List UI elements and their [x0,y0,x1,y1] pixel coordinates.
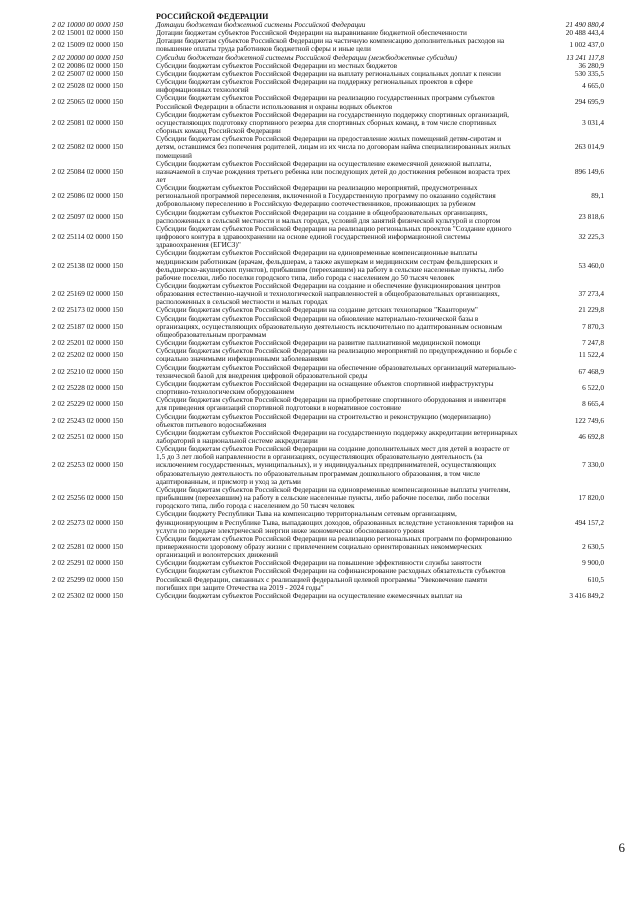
budget-code-cell: 2 02 15009 02 0000 150 [52,40,124,50]
amount-cell: 2 630,5 [582,542,604,551]
budget-code-cell: 2 02 25097 02 0000 150 [52,211,124,221]
amount-cell: 294 695,9 [574,97,604,107]
budget-code-cell: 2 02 25084 02 0000 150 [52,166,124,176]
amount-cell: 23 818,6 [578,211,604,221]
amount-cell: 122 749,6 [574,415,604,425]
description-cell: Субсидии бюджетам субъектов Российской Федерации на создание детских технопарков "Кванториум" [156,305,478,315]
amount-cell: 4 665,0 [582,81,604,91]
amount-cell: 896 149,6 [574,166,604,176]
amount-cell: 9 900,0 [582,558,604,568]
amount-cell: 7 870,3 [582,321,604,331]
table-row [52,184,604,208]
amount-cell: 1 002 437,0 [569,40,604,50]
budget-code-cell: 2 02 25114 02 0000 150 [52,232,123,242]
description-cell: Субсидии бюджету Республики Тыва на компенсацию территориальным сетевым организациям, функционирующим в Республике Тыва, выпадающих доходов, образованных вследствие установления тарифов на услуги по передаче электрической энергии ниже экономически обоснованного уровня [156,509,514,535]
description-cell: Субсидии бюджетам субъектов Российской Федерации на предоставление жилых помещений детям-сиротам и детям, оставшимся без попечения родителей, лицам из их числа по договорам найма специализированных жилых помещений [156,134,511,160]
description-cell: Субсидии бюджетам субъектов Российской Федерации на повышение эффективности службы занятости [156,558,482,568]
table-row [52,380,604,396]
description-cell: Субсидии бюджетам субъектов Российской Федерации на реализацию мероприятий по предупреждению и борьбе с социально значимыми инфекционными заболеваниями [156,346,517,364]
amount-cell: 3 031,4 [582,117,604,127]
amount-cell: 7 330,0 [582,460,604,470]
budget-code-cell: 2 02 25291 02 0000 150 [52,558,124,568]
description-cell: Субсидии бюджетам субъектов Российской Федерации на приобретение спортивного оборудования и инвентаря для приведения организаций спортивной подготовки в нормативное состояние [156,395,506,413]
budget-code-cell: 2 02 25065 02 0000 150 [52,97,124,107]
description-cell: Субсидии бюджетам субъектов Российской Федерации на реализацию государственных программ субъектов Российской Федерации в области использования и охраны водных объектов [156,93,495,111]
page-number: 6 [618,840,625,855]
description-cell: Субсидии бюджетам субъектов Российской Федерации на создание в общеобразовательных организациях, расположенных в сельской местности и малых городах, условий для занятий физической культурой и спортом [156,207,501,225]
description-cell: Субсидии бюджетам субъектов Российской Федерации на создание и обеспечение функционирования центров образования естественно-научной и технологической направленностей в общеобразовательных организациях, расположенных в сельской местности и малых городах [156,281,501,307]
budget-code-cell: 2 02 25086 02 0000 150 [52,191,124,201]
description-cell: Субсидии бюджетам субъектов Российской Федерации на реализацию мероприятий, предусмотренных региональной программой переселения, включенной в Государственную программу по оказанию содействия добровольному переселению в Российскую Федерацию соотечественников, проживающих за рубежом [156,183,496,209]
table-row [52,364,604,380]
table-row [52,486,604,510]
budget-code-cell: 2 02 15001 02 0000 150 [52,28,124,38]
amount-cell: 3 416 849,2 [569,590,604,600]
budget-code-cell: 2 02 25299 02 0000 150 [52,574,124,584]
budget-code-cell: 2 02 25081 02 0000 150 [52,117,124,127]
description-cell: Субсидии бюджетам бюджетной системы Российской Федерации (межбюджетные субсидии) [156,52,457,62]
table-row [52,535,604,559]
table-row [52,445,604,486]
budget-code-cell: 2 02 25169 02 0000 150 [52,289,124,299]
description-cell: Субсидии бюджетам субъектов Российской Федерации на обеспечение образовательных организаций материально-технической базой для внедрения цифровой образовательной среды [156,362,517,380]
amount-cell: 263 014,9 [574,142,604,152]
table-row [52,209,604,225]
amount-cell: 46 692,8 [578,431,604,441]
budget-code-cell: 2 02 25251 02 0000 150 [52,431,124,441]
budget-code-cell: 2 02 25210 02 0000 150 [52,366,124,376]
budget-code-cell: 2 02 25028 02 0000 150 [52,81,124,91]
budget-code-cell: 2 02 25138 02 0000 150 [52,260,124,270]
amount-cell: 530 335,5 [574,68,604,78]
amount-cell: 7 247,8 [582,338,604,348]
description-cell: Субсидии бюджетам субъектов Российской Федерации на развитие паллиативной медицинской помощи [156,338,481,348]
amount-cell: 6 522,0 [582,382,604,392]
table-row [52,249,604,282]
budget-code-cell: 2 02 25173 02 0000 150 [52,305,124,315]
budget-code-cell: 2 02 25082 02 0000 150 [52,142,124,152]
budget-code-cell: 2 02 25273 02 0000 150 [52,517,124,527]
amount-cell: 53 460,0 [578,260,604,270]
table-row [52,429,604,445]
amount-cell: 13 241 117,8 [566,52,604,62]
description-cell: Дотации бюджетам субъектов Российской Федерации на выравнивание бюджетной обеспеченности [156,28,467,38]
table-row [52,592,604,600]
description-cell: Субсидии бюджетам субъектов Российской Федерации на осуществление ежемесячной денежной выплаты, назначаемой в случае рождения третьего ребенка или последующих детей до достижения ребенком возраста трех лет [156,158,511,184]
table-row [52,78,604,94]
budget-code-cell: 2 02 10000 00 0000 150 [52,20,124,29]
table-header-title: РОССИЙСКОЙ ФЕДЕРАЦИИ [156,12,269,21]
amount-cell: 8 665,4 [582,399,604,409]
budget-code-cell: 2 02 20000 00 0000 150 [52,52,124,62]
table-row [52,413,604,429]
budget-code-cell: 2 02 25229 02 0000 150 [52,399,124,409]
amount-cell: 17 820,0 [578,493,604,503]
amount-cell: 89,1 [591,191,604,201]
amount-cell: 21 229,8 [578,305,604,315]
table-row [52,135,604,159]
table-row [52,396,604,412]
amount-cell: 494 157,2 [574,517,604,527]
amount-cell: 67 468,9 [578,366,604,376]
description-cell: Субсидии бюджетам субъектов Российской Федерации на единовременные компенсационные выплаты медицинским работникам (врачам, фельдшерам, а также акушеркам и медицинским сестрам фельдшерских и фельдшерско-акушерских пунктов), прибывшим (переехавшим) на работу в сельские населенные пункты, либо рабочие поселки, либо поселки городского типа, либо города с населением до 50 тысяч человек [156,248,504,282]
table-row [52,282,604,306]
budget-code-cell: 2 02 25253 02 0000 150 [52,460,124,470]
budget-code-cell: 2 02 25007 02 0000 150 [52,68,124,78]
description-cell: Субсидии бюджетам субъектов Российской Федерации на осуществление ежемесячных выплат на [156,590,463,600]
amount-cell: 20 488 443,4 [565,28,604,38]
description-cell: Субсидии бюджетам субъектов Российской Федерации на строительство и реконструкцию (модернизацию) объектов питьевого водоснабжения [156,411,491,429]
table-row [52,111,604,135]
description-cell: Субсидии бюджетам субъектов Российской Федерации на государственную поддержку аккредитации ветеринарных лабораторий в национальной системе аккредитации [156,427,518,445]
budget-code-cell: 2 02 25201 02 0000 150 [52,338,124,348]
description-cell: Субсидии бюджетам субъектов Российской Федерации на создание дополнительных мест для детей в возрасте от 1,5 до 3 лет любой направленности в организациях, осуществляющих образовательную деятельность (за исключением государственных, муниципальных), и у индивидуальных предпринимателей, осуществляющих образовательную деятельность по образовательным программам дошкольного образования, в том числе адаптированным, и присмотр и уход за детьми [156,444,510,486]
table-row [52,347,604,363]
budget-code-cell: 2 02 25281 02 0000 150 [52,542,124,551]
description-cell: Субсидии бюджетам субъектов Российской Федерации на поддержку региональных проектов в сфере информационных технологий [156,77,473,95]
description-cell: Субсидии бюджетам субъектов Российской Федерации на оснащение объектов спортивной инфраструктуры спортивно-технологическим оборудованием [156,378,494,397]
budget-code-cell: 2 02 25228 02 0000 150 [52,382,124,392]
table-row [52,567,604,591]
amount-cell: 21 490 880,4 [565,20,604,29]
table-row [52,160,604,184]
description-cell: Субсидии бюджетам субъектов Российской Федерации на обновление материально-технической базы в организациях, осуществляющих образовательную деятельность исключительно по адаптированным основным общеобразовательным программам [156,313,503,339]
budget-code-cell: 2 02 25187 02 0000 150 [52,321,124,331]
description-cell: Дотации бюджетам субъектов Российской Федерации на частичную компенсацию дополнительных расходов на повышение оплаты труда работников бюджетной сферы и иные цели [156,36,505,54]
description-cell: Субсидии бюджетам субъектов Российской Федерации на реализацию региональных программ по формированию приверженности здоровому образу жизни с привлечением социально ориентированных некоммерческих организаций и волонтерских движений [156,533,512,560]
budget-code-cell: 2 02 25302 02 0000 150 [52,590,124,600]
description-cell: Субсидии бюджетам субъектов Российской Федерации на софинансирование расходных обязательств субъектов Российской Федерации, связанных с реализацией федеральной целевой программы "Увековечение памяти погибших при защите Отечества на 2019 - 2024 годы" [156,566,506,592]
amount-cell: 36 280,9 [578,60,604,70]
amount-cell: 11 522,4 [578,350,604,360]
budget-code-cell: 2 02 25256 02 0000 150 [52,493,124,503]
table-row [52,225,604,249]
table-row [52,315,604,339]
description-cell: Субсидии бюджетам субъектов Российской Федерации на единовременные компенсационные выплаты учителям, прибывшим (переехавшим) на работу в сельские населенные пункты, либо рабочие поселки, либо поселки городского типа, либо города с населением до 50 тысяч человек [156,484,511,511]
description-cell: Субсидии бюджетам субъектов Российской Федерации на государственную поддержку спортивных организаций, осуществляющих подготовку спортивного резерва для спортивных сборных команд, в том числе спортивных сборных команд Российской Федерации [156,109,509,136]
budget-code-cell: 2 02 25243 02 0000 150 [52,415,124,425]
budget-code-cell: 2 02 25202 02 0000 150 [52,350,124,360]
description-cell: Субсидии бюджетам субъектов Российской Федерации из местных бюджетов [156,60,398,70]
table-row [52,94,604,110]
description-cell: Субсидии бюджетам субъектов Российской Федерации на реализацию региональных проектов "Создание единого цифрового контура в здравоохранении на основе единой государственной информационной системы здравоохранения (ЕГИСЗ)" [156,223,512,250]
amount-cell: 32 225,3 [578,232,604,242]
description-cell: Дотации бюджетам бюджетной системы Российской Федерации [156,20,366,29]
amount-cell: 37 273,4 [578,289,604,299]
budget-code-cell: 2 02 20086 02 0000 150 [52,60,124,70]
revenue-table-body [52,12,604,600]
amount-cell: 610,5 [587,574,604,584]
table-row [52,37,604,53]
description-cell: Субсидии бюджетам субъектов Российской Федерации на выплату региональных социальных доплат к пенсии [156,68,501,78]
revenue-table [52,12,604,600]
table-row [52,510,604,534]
